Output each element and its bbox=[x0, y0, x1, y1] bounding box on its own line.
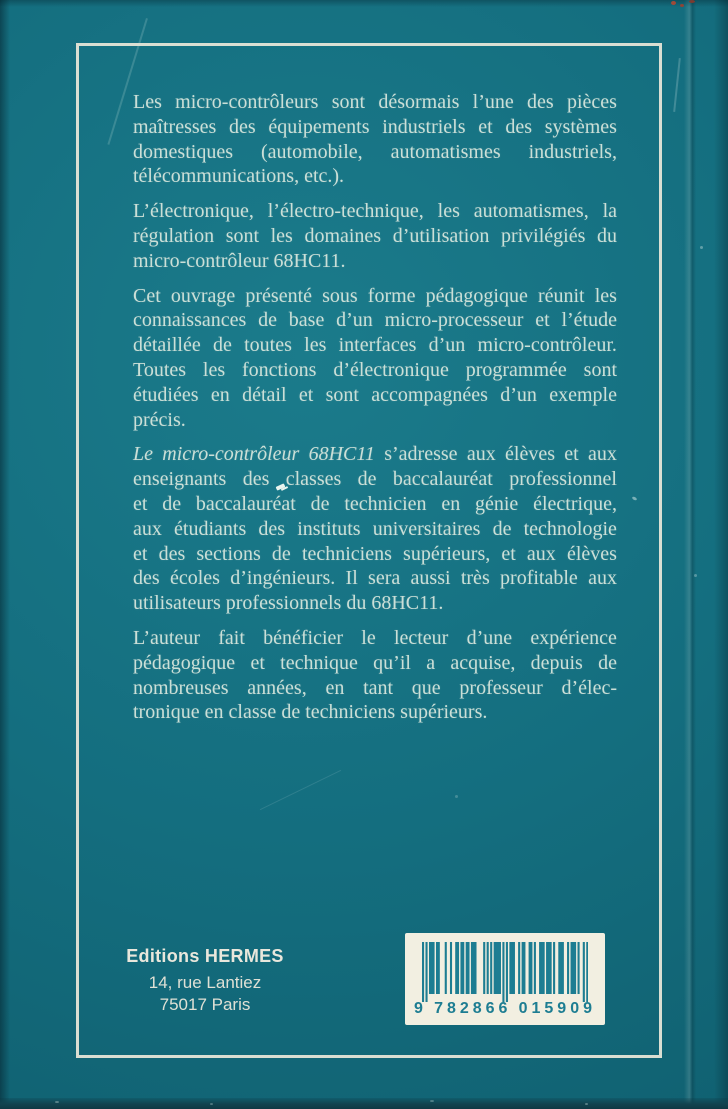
cover-crease-mark bbox=[684, 0, 696, 1109]
dust-speck bbox=[585, 1103, 588, 1105]
photo-edge-shadow-left bbox=[0, 0, 10, 1109]
blurb-paragraph bbox=[133, 626, 617, 725]
publisher-block bbox=[105, 946, 305, 1016]
book-bottom-edge bbox=[0, 1098, 728, 1109]
dust-speck bbox=[430, 1100, 434, 1102]
red-speck-mark bbox=[680, 4, 684, 7]
photo-edge-shadow-right bbox=[714, 0, 728, 1109]
publisher-address-line1: 14, rue Lantiez bbox=[148, 973, 262, 992]
blurb-paragraph bbox=[133, 199, 617, 273]
blurb-line: enseignants des classes de baccalauréat professionnel bbox=[133, 468, 617, 491]
blurb-line: Cet ouvrage présenté sous forme pédagogique réunit les bbox=[133, 284, 617, 307]
blurb-line: pédagogique et technique qu’il a acquise, depuis de bbox=[133, 651, 617, 674]
blurb-line: tronique en classe de techniciens supérieurs. bbox=[133, 701, 488, 724]
red-speck-mark bbox=[689, 0, 695, 3]
blurb-paragraph bbox=[133, 284, 617, 433]
blurb-line: et des sections de techniciens supérieurs, et aux élèves bbox=[133, 542, 617, 565]
blurb-text bbox=[133, 90, 617, 735]
blurb-line: étudiées en détail et sont accompagnées d’un exemple bbox=[133, 383, 617, 406]
blurb-paragraph bbox=[133, 90, 617, 189]
blurb-line: nombreuses années, en tant que professeur d’élec- bbox=[133, 676, 617, 699]
barcode-panel bbox=[405, 933, 605, 1025]
barcode-digit-group: 9 bbox=[414, 1000, 427, 1017]
blurb-line: des écoles d’ingénieurs. Il sera aussi très profitable aux bbox=[133, 567, 617, 590]
blurb-line: régulation sont les domaines d’utilisation privilégiés du bbox=[133, 224, 617, 247]
publisher-address-line2: 75017 Paris bbox=[159, 995, 251, 1014]
blurb-line: connaissances de base d’un micro-processeur et l’étude bbox=[133, 309, 617, 332]
barcode-digit-group: 782866 bbox=[434, 1000, 512, 1017]
blurb-paragraph bbox=[133, 442, 617, 616]
blurb-line: L’auteur fait bénéficier le lecteur d’une expérience bbox=[133, 626, 617, 649]
blurb-line: maîtresses des équipements industriels et des systèmes bbox=[133, 115, 617, 138]
blurb-line: utilisateurs professionnels du 68HC11. bbox=[133, 592, 444, 615]
dust-speck bbox=[700, 246, 703, 249]
blurb-line: précis. bbox=[133, 408, 186, 431]
dust-speck bbox=[55, 1101, 59, 1103]
blurb-line: détaillée de toutes les interfaces d’un micro-contrôleur. bbox=[133, 334, 617, 357]
barcode-digits bbox=[414, 1000, 596, 1018]
dust-speck bbox=[210, 1103, 213, 1105]
red-speck-mark bbox=[671, 1, 676, 5]
scratch-mark bbox=[673, 58, 681, 112]
blurb-line: aux étudiants des instituts universitaires de technologie bbox=[133, 517, 617, 540]
blurb-line: Le micro-contrôleur 68HC11 s’adresse aux élèves et aux bbox=[133, 443, 617, 466]
dust-speck bbox=[694, 574, 697, 577]
photo-edge-shadow-top bbox=[0, 0, 728, 7]
blurb-line: Toutes les fonctions d’électronique programmée sont bbox=[133, 358, 617, 381]
blurb-line: L’électronique, l’électro-technique, les automatismes, la bbox=[133, 200, 617, 223]
barcode-digit-group: 015909 bbox=[518, 1000, 596, 1017]
blurb-line: micro-contrôleur 68HC11. bbox=[133, 249, 346, 272]
publisher-name: Editions HERMES bbox=[126, 946, 284, 966]
blurb-line: et de baccalauréat de technicien en génie électrique, bbox=[133, 492, 617, 515]
blurb-line: télécommunications, etc.). bbox=[133, 165, 345, 188]
blurb-line: Les micro-contrôleurs sont désormais l’une des pièces bbox=[133, 91, 617, 113]
ean13-barcode bbox=[422, 942, 588, 1002]
dust-speck bbox=[455, 795, 458, 798]
blurb-line: domestiques (automobile, automatismes industriels, bbox=[133, 140, 617, 163]
